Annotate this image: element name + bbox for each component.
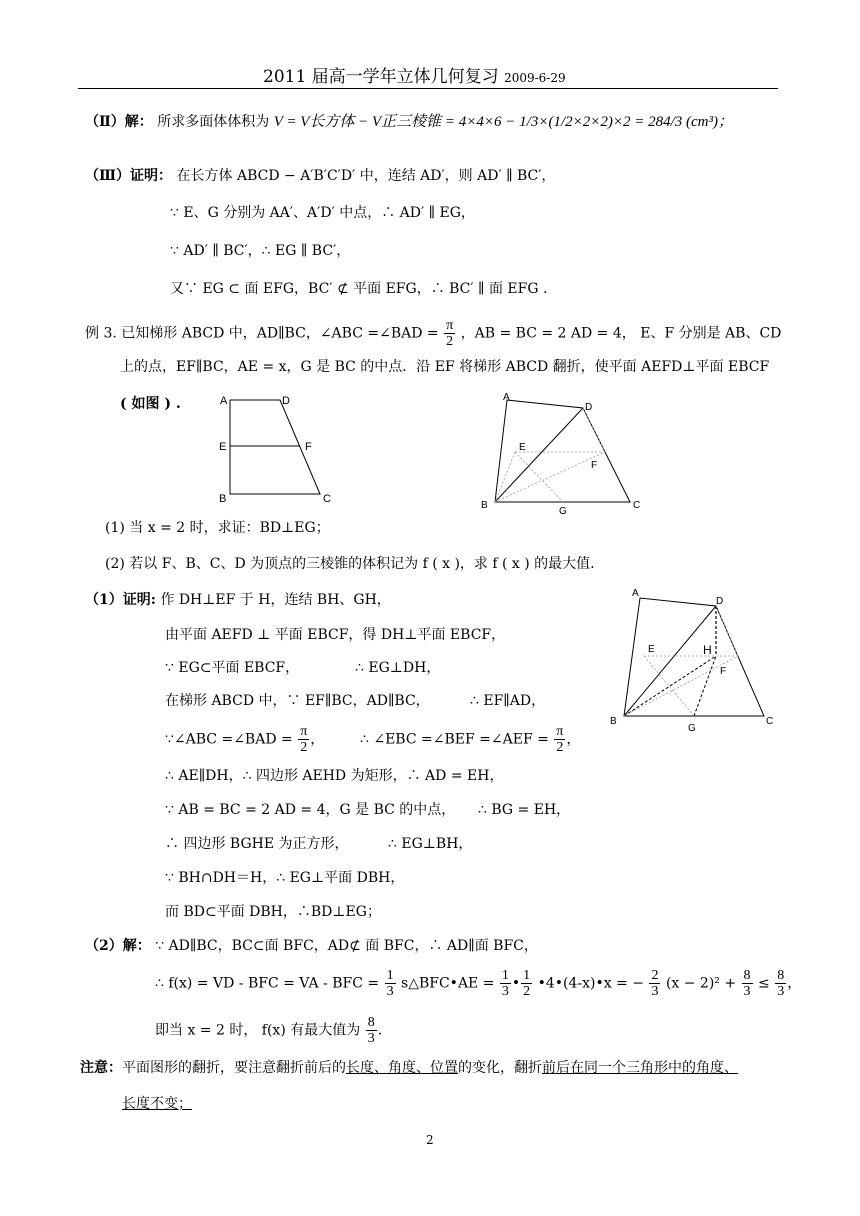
part2-text: 所求多面体体积为	[157, 114, 270, 130]
formula-part1: ∴ f(x) = VD - BFC = VA - BFC =	[155, 975, 380, 992]
solution1-line4b: ∴ EF∥AD，	[470, 693, 546, 709]
note-line1	[80, 1058, 738, 1078]
solution1-line3a: ∵ EG⊂平面 EBCF，	[165, 660, 300, 676]
solution2-line1	[85, 936, 538, 956]
page-number: 2	[426, 1133, 434, 1147]
solution2-formula: ∴ f(x) = VD - BFC = VA - BFC = $\frac{1}{3}$ s△BFC•AE = $\frac{1}{3}$ • $\frac{1}{2}$ •4•(4-x)•x = − $\frac{2}{3}$ (x − 2)² + $\frac{8}{3}$ ≤ $\frac{8}{3}$ ，	[155, 968, 802, 999]
fig2-label-b: B	[481, 500, 488, 511]
formula-part5: ≤	[758, 975, 770, 992]
part3-label: （Ⅲ）证明：	[85, 168, 173, 184]
fig1-label-f: F	[305, 441, 312, 453]
one-third-fraction-2: $\frac{1}{3}$	[501, 968, 509, 999]
fig3-label-c: C	[766, 716, 774, 727]
one-third-fraction: $\frac{1}{3}$	[386, 968, 394, 999]
fig2-label-f: F	[591, 460, 598, 471]
solution1-line4a: 在梯形 ABCD 中，∵ EF∥BC，AD∥BC，	[165, 693, 430, 709]
eight-thirds-fraction-3: $\frac{8}{3}$	[367, 1015, 375, 1046]
fig3-label-g: G	[688, 723, 696, 734]
example3-line1	[85, 318, 781, 349]
fig1-label-d: D	[282, 395, 290, 407]
pi-over-2-fraction-3: $\frac{\pi}{2}$	[556, 724, 564, 755]
pi-over-2-fraction-2: $\frac{\pi}{2}$	[300, 724, 308, 755]
fig2-label-g: G	[559, 506, 567, 515]
note-text-c: 的变化，翻折	[458, 1060, 542, 1076]
solution1-line7a: ∵ AB = BC = 2 AD = 4，G 是 BC 的中点，	[165, 802, 456, 818]
fig3-label-a: A	[632, 588, 639, 599]
note-text-a: 平面图形的翻折，要注意翻折前后的	[122, 1060, 346, 1076]
solution1-line5-right: ∴ ∠EBC =∠BEF =∠AEF = $\frac{\pi}{2}$ ，	[360, 724, 581, 755]
solution1-line10: 而 BD⊂平面 DBH，∴BD⊥EG；	[165, 904, 381, 920]
solution1-line8a: ∴ 四边形 BGHE 为正方形，	[165, 836, 349, 852]
solution1-line7b: ∴ BG = EH，	[478, 802, 571, 818]
example3-line2: 上的点，EF∥BC，AE = x，G 是 BC 的中点．沿 EF 将梯形 ABCD 翻折，使平面 AEFD⊥平面 EBCF	[120, 359, 770, 375]
conclusion-text: 即当 x = 2 时， f(x) 有最大值为	[155, 1022, 361, 1039]
solution1-line3b: ∴ EG⊥DH，	[355, 660, 441, 676]
solution1-line9: ∵ BH∩DH＝H，∴ EG⊥平面 DBH，	[165, 870, 405, 886]
figure-folded-trapezoid	[475, 390, 650, 515]
fig2-label-c: C	[633, 500, 641, 511]
fig2-label-d: D	[585, 402, 593, 413]
part3-line3: ∵ AD′ ∥ BC′，∴ EG ∥ BC′，	[170, 243, 351, 259]
solution1-line5b: ∴ ∠EBC =∠BEF =∠AEF =	[360, 731, 549, 748]
solution2-text: ∵ AD∥BC，BC⊂面 BFC，AD⊄ 面 BFC，∴ AD∥面 BFC，	[155, 938, 538, 954]
part2-line	[85, 112, 733, 132]
solution1-line2: 由平面 AEFD ⊥ 平面 EBCF，得 DH⊥平面 EBCF，	[165, 627, 506, 643]
solution2-conclusion: 即当 x = 2 时， f(x) 有最大值为 $\frac{8}{3}$ .	[155, 1015, 383, 1046]
solution1-line8b: ∴ EG⊥BH，	[388, 836, 473, 852]
two-thirds-fraction: $\frac{2}{3}$	[651, 968, 659, 999]
eight-thirds-fraction-2: $\frac{8}{3}$	[777, 968, 785, 999]
fig3-label-e: E	[648, 644, 655, 655]
figure-trapezoid	[210, 388, 345, 508]
part3-line	[85, 166, 555, 186]
fig2-label-e: E	[519, 442, 526, 453]
figure-solution	[608, 584, 788, 734]
fig1-label-e: E	[219, 441, 227, 453]
fig3-label-f: F	[720, 666, 727, 677]
example3-line3: ( 如图 ) .	[120, 396, 181, 412]
fig1-label-a: A	[220, 395, 228, 407]
fig3-label-h: H	[703, 643, 712, 657]
solution1-line5: ∵∠ABC =∠BAD = $\frac{\pi}{2}$ ，	[165, 724, 325, 755]
part3-line4: 又∵ EG ⊂ 面 EFG，BC′ ⊄ 平面 EFG，∴ BC′ ∥ 面 EFG .	[170, 281, 548, 297]
example3-text-a: 例 3. 已知梯形 ABCD 中，AD∥BC，∠ABC =∠BAD =	[85, 325, 439, 342]
fig1-label-c: C	[323, 493, 331, 505]
formula-part2: s△BFC•AE =	[401, 975, 495, 992]
question-1: (1) 当 x = 2 时，求证：BD⊥EG；	[105, 520, 330, 536]
solution1-line5a: ∵∠ABC =∠BAD =	[165, 731, 293, 748]
note-text-d: 前后在同一个三角形中的角度、	[542, 1060, 738, 1076]
part3-text: 在长方体 ABCD − A′B′C′D′ 中，连结 AD′，则 AD′ ∥ BC′，	[176, 168, 556, 184]
solution1-text: 作 DH⊥EF 于 H，连结 BH、GH，	[160, 592, 391, 608]
header-date: 2009-6-29	[504, 71, 566, 85]
formula-part4: (x − 2)² +	[665, 975, 737, 992]
note-line2: 长度不变；	[122, 1096, 192, 1112]
pi-over-2-fraction: $\frac{\pi}{2}$	[446, 318, 454, 349]
part2-label: （Ⅱ）解：	[85, 114, 153, 130]
solution1-line1	[85, 590, 391, 610]
note-label: 注意：	[80, 1060, 122, 1076]
note-text-b: 长度、角度、位置	[346, 1060, 458, 1076]
fig3-label-b: B	[610, 716, 617, 727]
formula-part3: •4•(4-x)•x = −	[537, 975, 645, 992]
solution1-line6: ∴ AE∥DH，∴ 四边形 AEHD 为矩形，∴ AD = EH，	[165, 768, 504, 784]
fig1-label-b: B	[219, 493, 227, 505]
part3-line2: ∵ E、G 分别为 AA′、A′D′ 中点，∴ AD′ ∥ EG，	[170, 205, 475, 221]
question-2: (2) 若以 F、B、C、D 为顶点的三棱锥的体积记为 f ( x )，求 f ( x ) 的最大值.	[105, 556, 595, 572]
example3-text-b: ，AB = BC = 2 AD = 4， E、F 分别是 AB、CD	[460, 325, 782, 342]
fig2-label-a: A	[503, 392, 510, 403]
fig3-label-d: D	[716, 596, 724, 607]
one-half-fraction: $\frac{1}{2}$	[523, 968, 531, 999]
part2-formula: V = V长方体 − V正三棱锥 = 4×4×6 − 1/3×(1/2×2×2)×2 = 284/3 (cm³)；	[273, 114, 733, 130]
eight-thirds-fraction: $\frac{8}{3}$	[743, 968, 751, 999]
solution1-label: （1）证明:	[85, 592, 156, 608]
header-title: 2011 届高一学年立体几何复习	[263, 67, 499, 87]
page-header	[263, 62, 566, 87]
header-rule	[78, 88, 778, 89]
solution2-label: （2）解：	[85, 938, 151, 954]
